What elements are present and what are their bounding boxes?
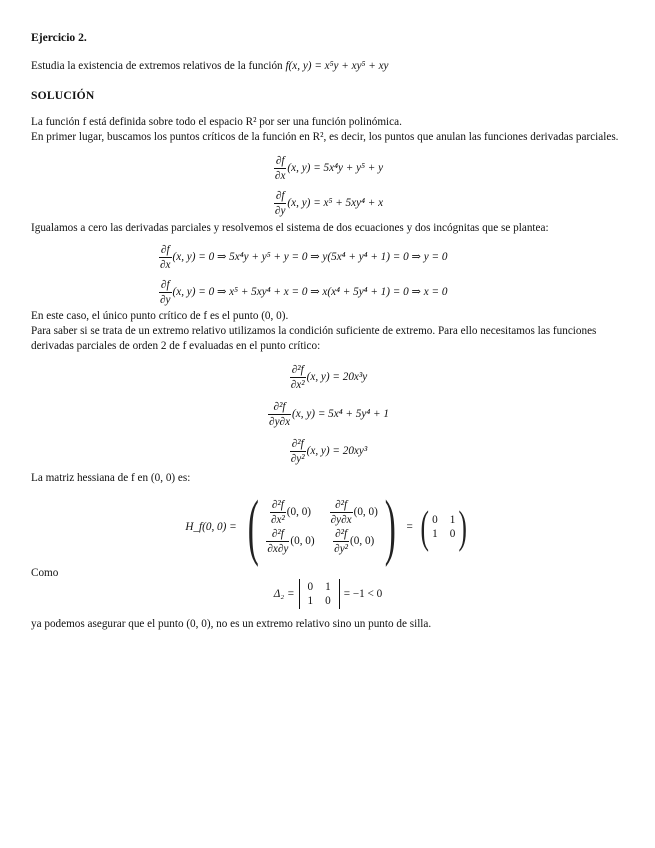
hessian-value-12: 1 — [449, 514, 456, 526]
paragraph-critical-points: En primer lugar, buscamos los puntos críticos de la función en R², es decir, los puntos que anulan las funciones derivadas parciales. — [31, 131, 619, 143]
det-value-12: 1 — [325, 581, 331, 593]
hessian-symbolic-grid — [265, 499, 377, 555]
hessian-equation — [31, 486, 625, 568]
right-paren: ) — [458, 501, 468, 552]
equation-fyx — [31, 401, 625, 428]
equation-fyy-rhs: (x, y) = 20xy³ — [306, 445, 368, 457]
paragraph-system: Igualamos a cero las derivadas parciales y resolvemos el sistema de dos ecuaciones y dos incógnitas que se plantea: — [31, 222, 549, 234]
equation-fy — [31, 190, 625, 217]
statement-text: Estudia la existencia de extremos relativos de la función — [31, 60, 283, 72]
hessian-symbolic-matrix — [241, 486, 403, 568]
paragraph-hessian: La matriz hessiana de f en (0, 0) es: — [31, 472, 191, 484]
left-paren: ( — [247, 486, 259, 568]
equation-fyy — [31, 438, 625, 465]
hessian-value-22: 0 — [449, 528, 456, 540]
hessian-cell-21: $\frac{\text{∂²f}}{\partial x\partial y}$ (0, 0) — [267, 528, 315, 555]
paragraph-conclusion: ya podemos asegurar que el punto (0, 0), no es un extremo relativo sino un punto de silla. — [31, 618, 432, 630]
equation-fxx-rhs: (x, y) = 20x³y — [306, 371, 368, 383]
fraction-df-dx: $\frac{\partial f}{\partial x}$ — [274, 155, 286, 182]
fraction-df-dy: $\frac{\partial f}{\partial y}$ — [160, 279, 171, 306]
determinant-grid — [299, 579, 340, 609]
function-expression: f(x, y) = x⁵y + xy⁵ + xy — [285, 60, 389, 72]
hessian-cell-12: $\frac{\text{∂²f}}{\partial y\partial x}$ (0, 0) — [330, 499, 378, 526]
det-value-11: 0 — [307, 581, 314, 593]
equals-sign: = — [406, 520, 413, 533]
hessian-cell-11: $\frac{\text{∂²f}}{\text{∂x²}}$ (0, 0) — [270, 499, 312, 526]
delta-lhs: Δ₂ = — [273, 587, 295, 600]
fraction-df-dx: $\frac{\partial f}{\partial x}$ — [160, 244, 171, 271]
determinant-equation — [31, 579, 625, 609]
fraction-d2f-dydx: $\frac{\text{∂²f}}{\partial y\partial x}$ — [269, 401, 291, 428]
hessian-numeric-grid — [432, 513, 455, 541]
fraction-df-dy: $\frac{\partial f}{\partial y}$ — [274, 190, 286, 217]
paragraph-domain: La función f está definida sobre todo el espacio R² por ser una función polinómica. — [31, 116, 402, 128]
solution-heading: SOLUCIÓN — [31, 89, 95, 102]
fraction-d2f-dx2: $\frac{\text{∂²f}}{\text{∂x²}}$ — [290, 364, 305, 391]
hessian-value-21: 1 — [432, 528, 438, 540]
equation-fy-rhs: (x, y) = x⁵ + 5xy⁴ + x — [287, 197, 384, 209]
right-paren: ) — [384, 486, 396, 568]
hessian-value-11: 0 — [432, 514, 438, 526]
hessian-numeric-matrix — [417, 501, 471, 552]
fraction-d2f-dy2: $\frac{\text{∂²f}}{\text{∂y²}}$ — [290, 438, 305, 465]
paragraph-unique-critical-point: En este caso, el único punto crítico de f es el punto (0, 0). — [31, 310, 289, 322]
hessian-lhs: H_f(0, 0) = — [185, 520, 237, 533]
left-paren: ( — [420, 501, 429, 552]
equation-fyx-rhs: (x, y) = 5x⁴ + 5y⁴ + 1 — [292, 408, 389, 420]
exercise-statement — [31, 59, 625, 74]
det-value-21: 1 — [307, 595, 314, 607]
equation-fx — [31, 155, 625, 182]
det-value-22: 0 — [325, 595, 331, 607]
document-page — [31, 30, 625, 632]
equation-fx-rhs: (x, y) = 5x⁴y + y⁵ + y — [287, 162, 384, 174]
paragraph-sufficient-condition: Para saber si se trata de un extremo relativo utilizamos la condición suficiente de extremo. Para ello necesitamos las funciones derivadas parciales de orden 2 de f evaluadas en el punto crítico: — [31, 325, 597, 352]
system-fx-rhs: (x, y) = 0 ⇒ 5x⁴y + y⁵ + y = 0 ⇒ y(5x⁴ + y⁴ + 1) = 0 ⇒ y = 0 — [172, 251, 448, 263]
system-fy — [31, 279, 625, 306]
system-fy-rhs: (x, y) = 0 ⇒ x⁵ + 5xy⁴ + x = 0 ⇒ x(x⁴ + 5y⁴ + 1) = 0 ⇒ x = 0 — [172, 286, 448, 298]
hessian-cell-22: $\frac{\text{∂²f}}{\text{∂y²}}$ (0, 0) — [334, 528, 375, 555]
equation-fxx — [31, 364, 625, 391]
exercise-title: Ejercicio 2. — [31, 31, 87, 44]
delta-rhs: = −1 < 0 — [343, 587, 383, 600]
system-fx — [31, 244, 625, 271]
paragraph-como: Como — [31, 567, 59, 579]
